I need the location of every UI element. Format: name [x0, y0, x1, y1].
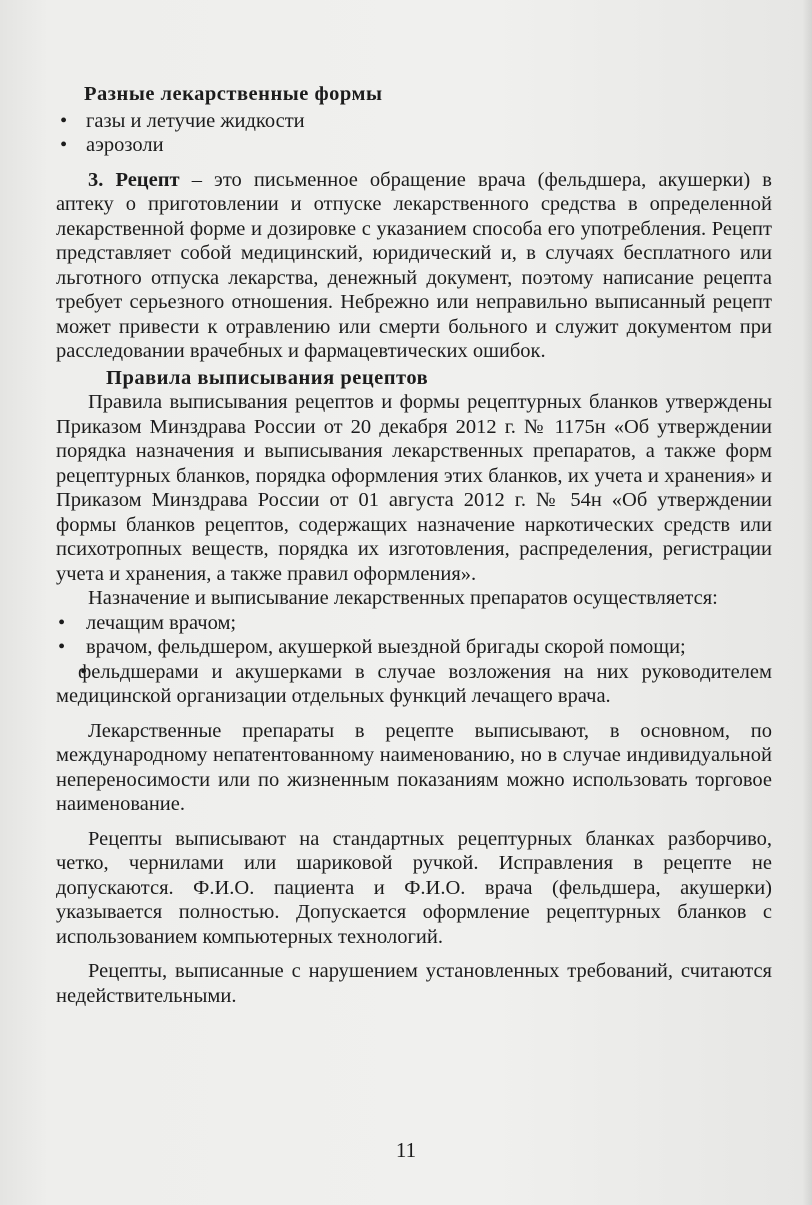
- blank-forms-paragraph: Рецепты выписывают на стандартных рецептурных бланках разборчиво, четко, чернилами или шариковой ручкой. Исправления в рецепте не допускаются. Ф.И.О. пациента и Ф.И.О. врача (фельдшера, акушерки) указывается полностью. Допускается оформление рецептурных бланков с использованием компьютерных технологий.: [56, 827, 772, 948]
- heading-dosage-forms: Разные лекарственные формы: [84, 83, 383, 105]
- invalid-prescriptions-paragraph: Рецепты, выписанные с нарушением установленных требований, считаются недействительными.: [56, 960, 772, 1007]
- list-item: • фельдшерами и акушерками в случае возложения на них руководителем медицинской организации отдельных функций лечащего врача.: [56, 660, 772, 709]
- page-content: [56, 82, 772, 1008]
- prescription-definition-paragraph: [56, 168, 772, 364]
- rules-paragraph: Правила выписывания рецептов и формы рецептурных бланков утверждены Приказом Минздрава России от 20 декабря 2012 г. № 1175н «Об утверждении порядка назначения и выписывания лекарственных препаратов, а также форм рецептурных бланков, порядка оформления этих бланков, их учета и хранения» и Приказом Минздрава России от 01 августа 2012 г. № 54н «Об утверждении формы бланков рецептов, содержащих назначение наркотических средств или психотропных веществ, порядка их изготовления, распределения, регистрации учета и хранения, а также правил оформления».: [56, 391, 772, 585]
- dosage-forms-list: [56, 109, 772, 158]
- section-3-label: 3. Рецепт: [88, 168, 180, 191]
- inn-paragraph: Лекарственные препараты в рецепте выписывают, в основном, по международному непатентованному наименованию, но в случае индивидуальной непереносимости или по жизненным показаниям можно использовать торговое наименование.: [56, 719, 772, 815]
- prescribing-intro: Назначение и выписывание лекарственных препаратов осуществляется:: [88, 587, 718, 609]
- list-item: • врачом, фельдшером, акушеркой выездной бригады скорой помощи;: [56, 635, 772, 660]
- list-item: • аэрозоли: [56, 133, 772, 158]
- list-item: • газы и летучие жидкости: [56, 109, 772, 134]
- prescribers-list: [56, 611, 772, 709]
- heading-prescription-rules: Правила выписывания рецептов: [106, 366, 429, 389]
- page-number: 11: [395, 1138, 417, 1162]
- list-item: • лечащим врачом;: [56, 611, 772, 636]
- section-3-text: – это письменное обращение врача (фельдшера, акушерки) в аптеку о приготовлении и отпуске лекарственного средства в определенной лекарственной форме и дозировке с указанием способа его употребления. Рецепт представляет собой медицинский, юридический и, в случаях бесплатного или льготного отпуска лекарства, денежный документ, поэтому написание рецепта требует серьезного отношения. Небрежно или неправильно выписанный рецепт может привести к отравлению или смерти больного и служит документом при расследовании врачебных и фармацевтических ошибок.: [56, 168, 772, 362]
- page-edge-shadow: [802, 0, 812, 1205]
